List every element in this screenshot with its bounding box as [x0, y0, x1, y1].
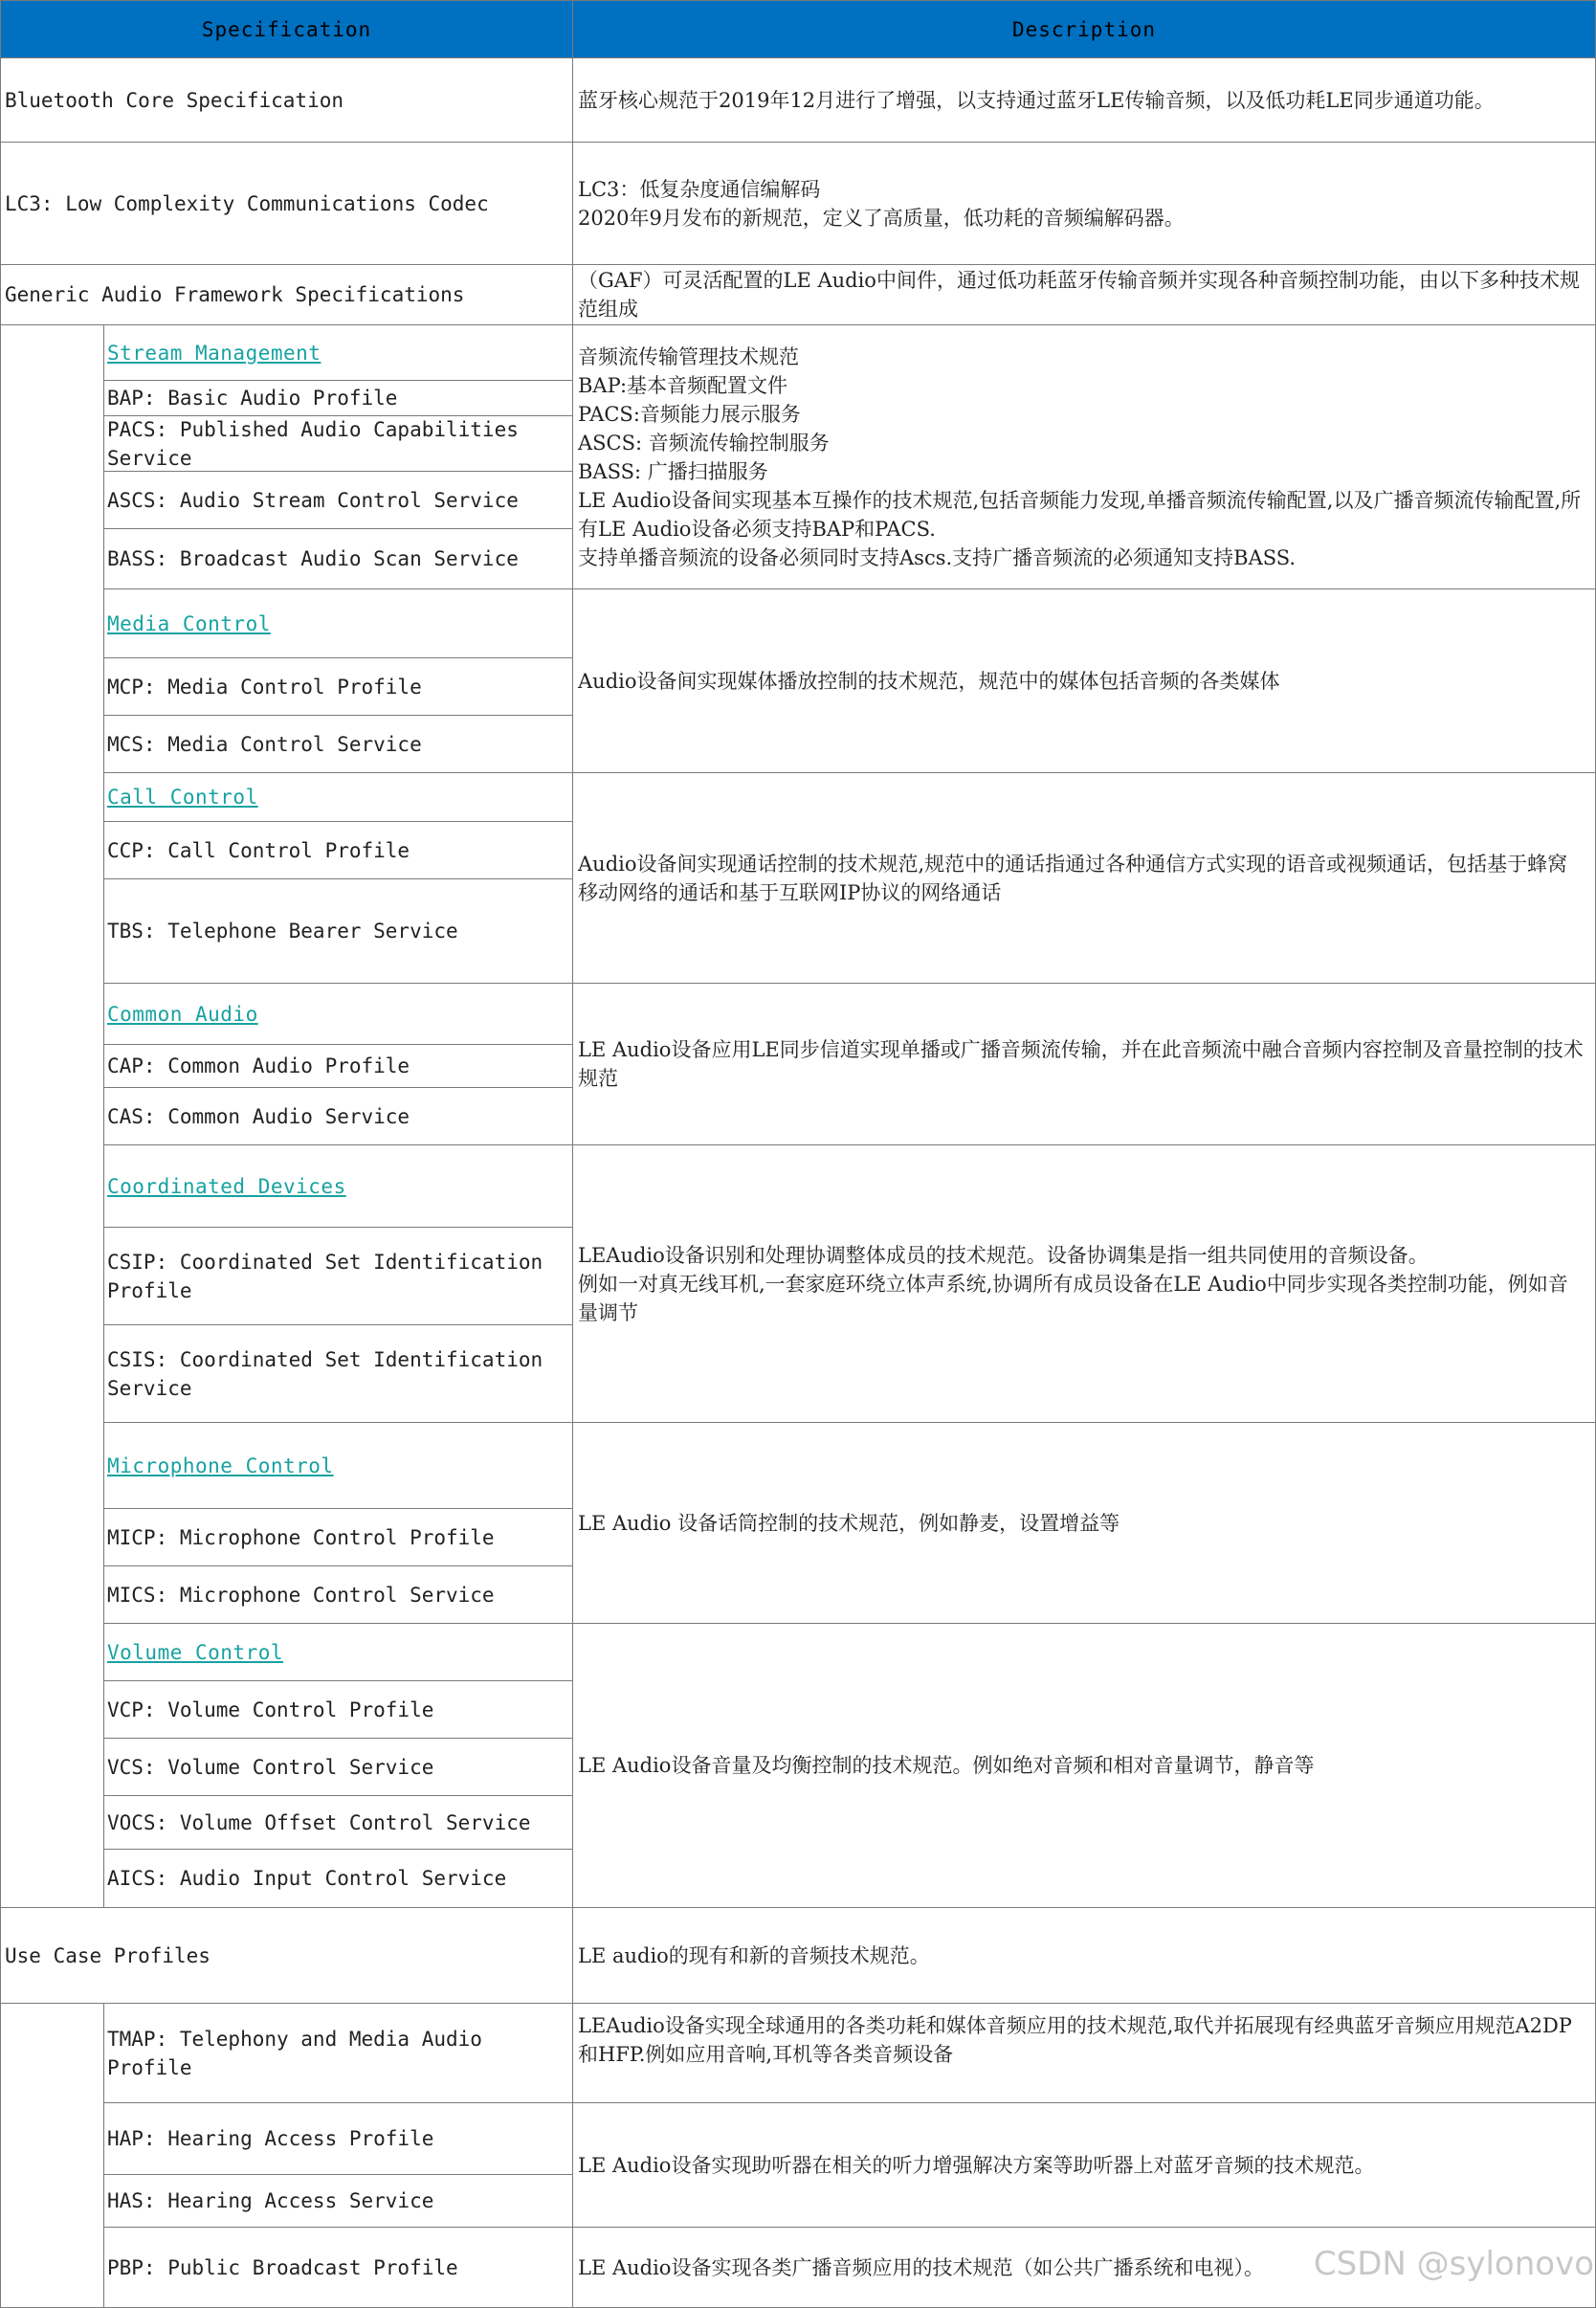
- desc-common-audio: LE Audio设备应用LE同步信道实现单播或广播音频流传输，并在此音频流中融合音频内容控制及音量控制的技术规范: [572, 984, 1596, 1145]
- hap-item: HAP: Hearing Access Profile: [103, 2103, 573, 2175]
- microphone-control-heading: Microphone Control: [103, 1423, 573, 1509]
- desc-coordinated-devices: LEAudio设备识别和处理协调整体成员的技术规范。设备协调集是指一组共同使用的音频设备。 例如一对真无线耳机,一套家庭环绕立体声系统,协调所有成员设备在LE Audio中同步实现各类控制功能，例如音量调节: [572, 1145, 1596, 1423]
- spec-use-case-profiles: Use Case Profiles: [0, 1908, 573, 2004]
- spec-gaf: Generic Audio Framework Specifications: [0, 265, 573, 325]
- coordinated-devices-heading: Coordinated Devices: [103, 1145, 573, 1228]
- desc-use-case-profiles: LE audio的现有和新的音频技术规范。: [572, 1908, 1596, 2004]
- spec-lc3: LC3: Low Complexity Communications Codec: [0, 143, 573, 265]
- cap-item: CAP: Common Audio Profile: [103, 1045, 573, 1088]
- csis-item: CSIS: Coordinated Set Identification Service: [103, 1325, 573, 1423]
- bap-item: BAP: Basic Audio Profile: [103, 381, 573, 416]
- gaf-indent-column: [0, 325, 104, 1908]
- micp-item: MICP: Microphone Control Profile: [103, 1509, 573, 1566]
- tmap-item: TMAP: Telephony and Media Audio Profile: [103, 2004, 573, 2103]
- desc-microphone-control: LE Audio 设备话筒控制的技术规范，例如静麦，设置增益等: [572, 1423, 1596, 1624]
- stream-management-heading: Stream Management: [103, 325, 573, 381]
- call-control-heading: Call Control: [103, 773, 573, 822]
- header-specification: Specification: [0, 0, 573, 58]
- use-case-indent-column: [0, 2004, 104, 2308]
- desc-tmap: LEAudio设备实现全球通用的各类功耗和媒体音频应用的技术规范,取代并拓展现有经典蓝牙音频应用规范A2DP和HFP.例如应用音响,耳机等各类音频设备: [572, 2004, 1596, 2103]
- header-description: Description: [572, 0, 1596, 58]
- desc-media-control: Audio设备间实现媒体播放控制的技术规范，规范中的媒体包括音频的各类媒体: [572, 589, 1596, 773]
- desc-pbp: LE Audio设备实现各类广播音频应用的技术规范（如公共广播系统和电视）。: [572, 2228, 1596, 2308]
- pacs-item: PACS: Published Audio Capabilities Service: [103, 416, 573, 472]
- common-audio-heading: Common Audio: [103, 984, 573, 1045]
- bass-item: BASS: Broadcast Audio Scan Service: [103, 529, 573, 589]
- mcs-item: MCS: Media Control Service: [103, 716, 573, 773]
- desc-hearing: LE Audio设备实现助听器在相关的听力增强解决方案等助听器上对蓝牙音频的技术规范。: [572, 2103, 1596, 2228]
- desc-bluetooth-core: 蓝牙核心规范于2019年12月进行了增强，以支持通过蓝牙LE传输音频，以及低功耗LE同步通道功能。: [572, 58, 1596, 143]
- desc-gaf: （GAF）可灵活配置的LE Audio中间件，通过低功耗蓝牙传输音频并实现各种音频控制功能，由以下多种技术规范组成: [572, 265, 1596, 325]
- volume-control-heading: Volume Control: [103, 1624, 573, 1681]
- vcs-item: VCS: Volume Control Service: [103, 1739, 573, 1796]
- vcp-item: VCP: Volume Control Profile: [103, 1681, 573, 1739]
- cas-item: CAS: Common Audio Service: [103, 1088, 573, 1145]
- desc-lc3: LC3：低复杂度通信编解码 2020年9月发布的新规范，定义了高质量，低功耗的音频编解码器。: [572, 143, 1596, 265]
- media-control-heading: Media Control: [103, 589, 573, 658]
- desc-call-control: Audio设备间实现通话控制的技术规范,规范中的通话指通过各种通信方式实现的语音或视频通话，包括基于蜂窝移动网络的通话和基于互联网IP协议的网络通话: [572, 773, 1596, 984]
- vocs-item: VOCS: Volume Offset Control Service: [103, 1796, 573, 1850]
- aics-item: AICS: Audio Input Control Service: [103, 1850, 573, 1908]
- ascs-item: ASCS: Audio Stream Control Service: [103, 472, 573, 529]
- csdn-watermark: CSDN @sylonovo: [1313, 2245, 1594, 2283]
- ccp-item: CCP: Call Control Profile: [103, 822, 573, 879]
- spec-bluetooth-core: Bluetooth Core Specification: [0, 58, 573, 143]
- desc-stream-management: 音频流传输管理技术规范 BAP:基本音频配置文件 PACS:音频能力展示服务 ASCS: 音频流传输控制服务 BASS: 广播扫描服务 LE Audio设备间实现基本互操作的技术规范,包括音频能力发现,单播音频流传输配置,以及广播音频流传输配置,所有LE Audio设备必须支持BAP和PACS. 支持单播音频流的设备必须同时支持Ascs.支持广播音频流的必须通知支持BASS.: [572, 325, 1596, 589]
- csip-item: CSIP: Coordinated Set Identification Profile: [103, 1228, 573, 1325]
- has-item: HAS: Hearing Access Service: [103, 2175, 573, 2228]
- desc-volume-control: LE Audio设备音量及均衡控制的技术规范。例如绝对音频和相对音量调节，静音等: [572, 1624, 1596, 1908]
- pbp-item: PBP: Public Broadcast Profile: [103, 2228, 573, 2308]
- mcp-item: MCP: Media Control Profile: [103, 658, 573, 716]
- tbs-item: TBS: Telephone Bearer Service: [103, 879, 573, 984]
- mics-item: MICS: Microphone Control Service: [103, 1566, 573, 1624]
